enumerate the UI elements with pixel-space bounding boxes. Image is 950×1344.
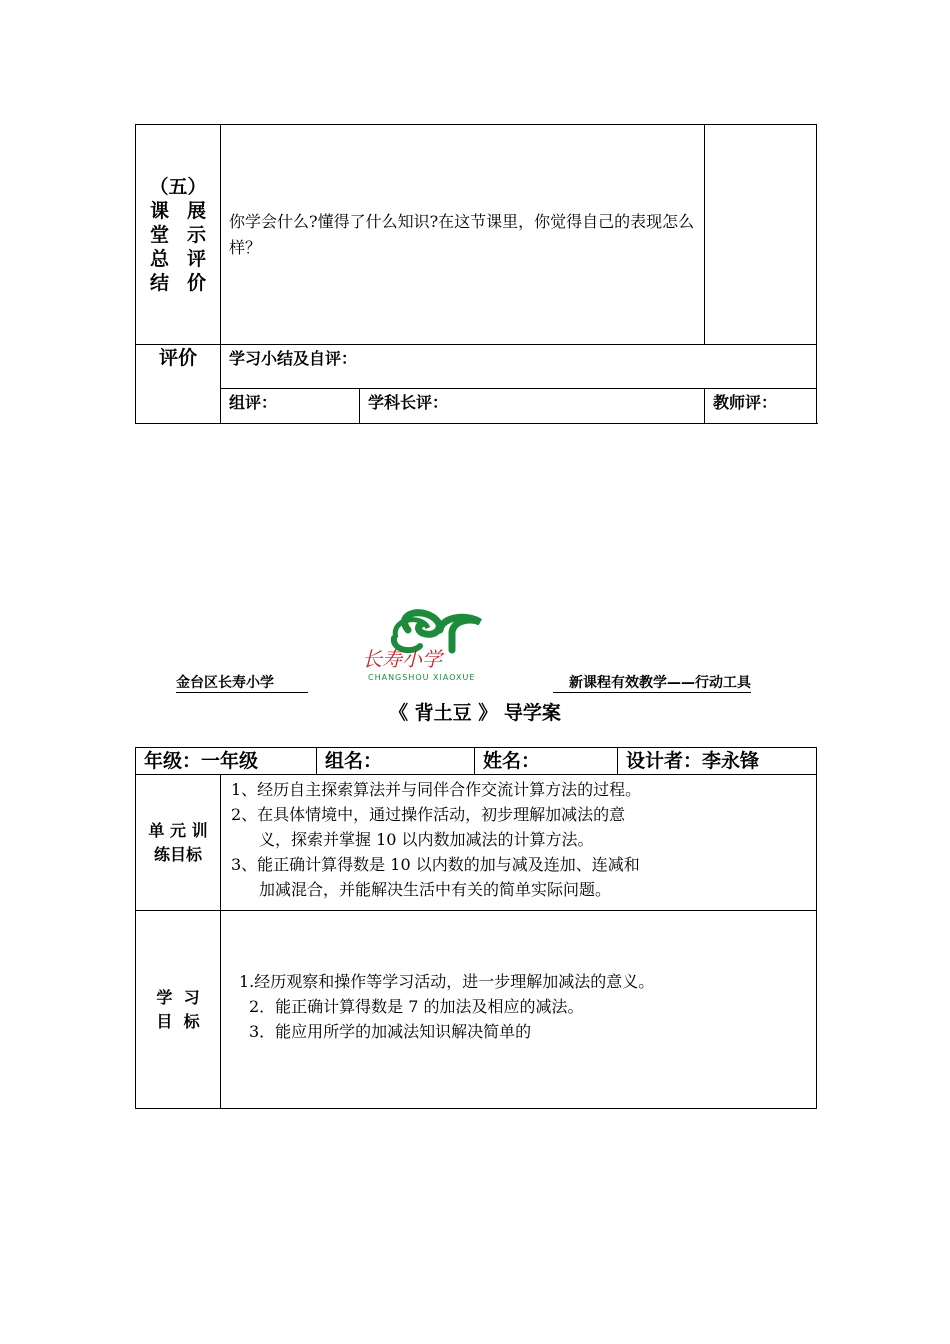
group-eval: 组评： bbox=[221, 389, 360, 424]
stage-char: 评 bbox=[187, 248, 207, 270]
page-title: 《 背土豆 》 导学案 bbox=[389, 702, 561, 724]
eval-label: 评价 bbox=[136, 345, 221, 424]
label-line: 学 习 bbox=[156, 987, 200, 1007]
school-logo bbox=[356, 608, 514, 684]
label-line: 单 元 训 bbox=[148, 820, 208, 840]
list-item: 1.经历观察和操作等学习活动，进一步理解加减法的意义。 bbox=[239, 972, 655, 991]
list-item: 3．能应用所学的加减法知识解决简单的 bbox=[249, 1022, 532, 1041]
list-item: 2．能正确计算得数是 7 的加法及相应的减法。 bbox=[249, 997, 584, 1016]
stage-title: （五） bbox=[149, 176, 207, 198]
school-name: 金台区长寿小学 bbox=[176, 674, 308, 693]
learning-goals-label bbox=[136, 911, 221, 1109]
stage-char: 示 bbox=[187, 224, 207, 246]
teacher-eval: 教师评： bbox=[705, 389, 817, 424]
label-line: 目 标 bbox=[156, 1011, 200, 1031]
list-item: 2、在具体情境中，通过操作活动，初步理解加减法的意 bbox=[231, 805, 626, 824]
name-cell: 姓名： bbox=[475, 748, 618, 775]
designer-cell: 设计者：李永锋 bbox=[618, 748, 817, 775]
stage-label-cell bbox=[136, 125, 221, 345]
unit-goals-label bbox=[136, 775, 221, 911]
stage-char: 价 bbox=[187, 272, 207, 294]
grade-cell: 年级：一年级 bbox=[136, 748, 317, 775]
label-line: 练目标 bbox=[153, 844, 202, 864]
subject-leader-eval: 学科长评： bbox=[360, 389, 705, 424]
tagline: 新课程有效教学——行动工具 bbox=[553, 674, 751, 693]
logo-subtext: CHANGSHOU XIAOXUE bbox=[368, 673, 476, 682]
stage-char: 展 bbox=[187, 200, 207, 222]
group-cell: 组名： bbox=[317, 748, 475, 775]
self-eval: 学习小结及自评： bbox=[221, 345, 817, 389]
reflection-question-cell bbox=[221, 125, 705, 345]
stage-char: 总 bbox=[149, 248, 169, 270]
summary-table bbox=[135, 124, 817, 424]
lesson-plan-table bbox=[135, 747, 817, 1109]
stage-char: 结 bbox=[149, 272, 169, 294]
list-item: 1、经历自主探索算法并与同伴合作交流计算方法的过程。 bbox=[231, 780, 642, 799]
empty-cell bbox=[705, 125, 817, 345]
logo-text: 长寿小学 bbox=[362, 647, 442, 671]
stage-char: 堂 bbox=[149, 224, 169, 246]
list-item: 3、能正确计算得数是 10 以内数的加与减及连加、连减和 bbox=[231, 855, 640, 874]
stage-char: 课 bbox=[149, 200, 169, 222]
list-item: 义，探索并掌握 10 以内数加减法的计算方法。 bbox=[259, 830, 594, 849]
list-item: 加减混合，并能解决生活中有关的简单实际问题。 bbox=[259, 880, 612, 899]
unit-goals-list bbox=[221, 775, 817, 911]
reflection-question: 你学会什么?懂得了什么知识?在这节课里，你觉得自己的表现怎么样？ bbox=[229, 212, 695, 257]
learning-goals-list bbox=[221, 911, 817, 1109]
